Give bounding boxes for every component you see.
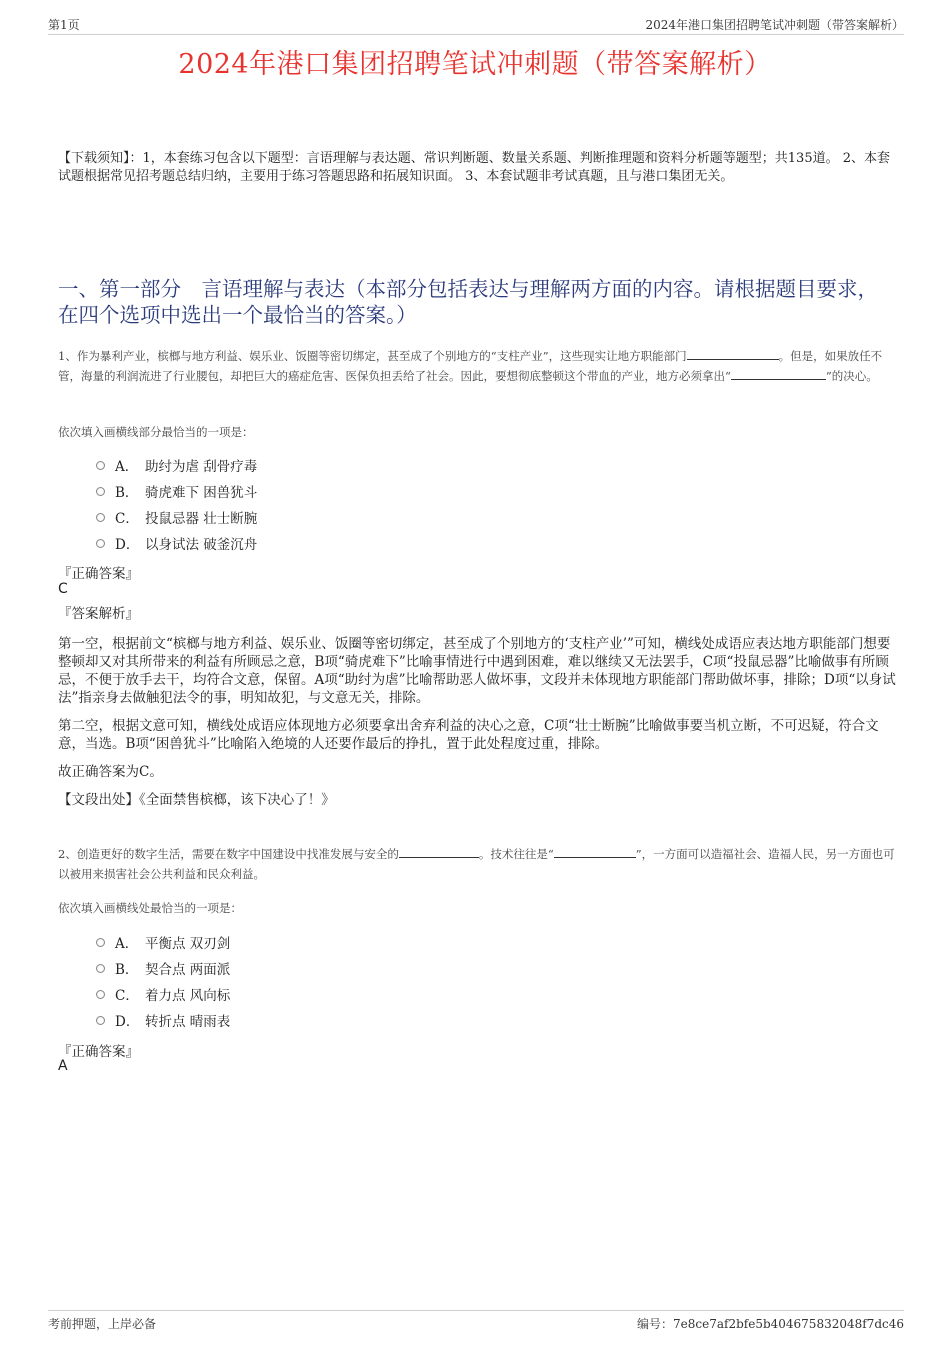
page-number: 第1页 xyxy=(48,18,80,32)
radio-icon[interactable] xyxy=(96,513,105,522)
radio-icon[interactable] xyxy=(96,964,105,973)
radio-icon[interactable] xyxy=(96,1016,105,1025)
q2-answer-label: 『正确答案』 xyxy=(58,1044,139,1060)
q2-text-c: ”，一方面可以造福社会、造福人民，另一方面也可以被用来损害社会公共利益和民众利益。 xyxy=(58,847,895,881)
q1-blank-2 xyxy=(731,368,826,380)
q2-blank-2 xyxy=(554,846,636,858)
page-header xyxy=(48,14,904,35)
q1-analysis xyxy=(58,635,898,819)
q1-text-b: 。但是，如果放任不管，海量的利润流进了行业腰包，却把巨大的癌症危害、医保负担丢给了社会。因此，要想彻底整顿这个带血的产业，地方必须拿出“ xyxy=(58,349,883,383)
analysis-paragraph: 第二空，根据文意可知，横线处成语应体现地方必须要拿出舍弃利益的决心之意，C项“壮士断腕”比喻做事要当机立断，不可迟疑，符合文意，当选。B项“困兽犹斗”比喻陷入绝境的人还要作最后的挣扎，置于此处程度过重，排除。 xyxy=(58,718,879,752)
q2-text-b: 。技术往往是“ xyxy=(478,847,554,861)
q2-blank-1 xyxy=(399,846,479,858)
q1-option-b[interactable]: B． 骑虎难下 困兽犹斗 xyxy=(96,478,257,504)
q2-options xyxy=(96,929,230,1033)
question-1-text xyxy=(58,346,898,386)
q2-option-b[interactable]: B． 契合点 两面派 xyxy=(96,955,230,981)
q1-option-a[interactable]: A． 助纣为虐 刮骨疗毒 xyxy=(96,452,257,478)
q1-text-a: 1、作为暴利产业，槟榔与地方利益、娱乐业、饭圈等密切绑定，甚至成了个别地方的“支柱产业”，这些现实让地方职能部门 xyxy=(58,349,687,363)
question-2-text xyxy=(58,844,898,884)
q1-options xyxy=(96,452,257,556)
q1-option-d[interactable]: D． 以身试法 破釜沉舟 xyxy=(96,530,257,556)
passage-source: 【文段出处】《全面禁售槟榔，该下决心了！》 xyxy=(58,792,335,808)
q2-option-c[interactable]: C． 着力点 风向标 xyxy=(96,981,230,1007)
q1-option-c[interactable]: C． 投鼠忌器 壮士断腕 xyxy=(96,504,257,530)
radio-icon[interactable] xyxy=(96,938,105,947)
q1-prompt: 依次填入画横线部分最恰当的一项是： xyxy=(58,425,254,439)
footer-doc-id: 编号：7e8ce7af2bfe5b404675832048f7dc46 xyxy=(637,1317,904,1331)
radio-icon[interactable] xyxy=(96,461,105,470)
q2-prompt: 依次填入画横线处最恰当的一项是： xyxy=(58,901,242,915)
footer-slogan: 考前押题，上岸必备 xyxy=(48,1317,157,1331)
page-title: 2024年港口集团招聘笔试冲刺题（带答案解析） xyxy=(178,49,772,80)
q1-text-c: ”的决心。 xyxy=(825,369,878,383)
q1-analysis-label: 『答案解析』 xyxy=(58,606,139,622)
radio-icon[interactable] xyxy=(96,487,105,496)
download-notice: 【下载须知】：1，本套练习包含以下题型：言语理解与表达题、常识判断题、数量关系题、判断推理题和资料分析题等题型；共135道。 2、本套试题根据常见招考题总结归纳，主要用于练习答题思路和拓展知识面。 3、本套试题非考试真题，且与港口集团无关。 xyxy=(58,151,890,184)
q2-answer: A xyxy=(58,1058,68,1074)
q2-text-a: 2、创造更好的数字生活，需要在数字中国建设中找准发展与安全的 xyxy=(58,847,399,861)
radio-icon[interactable] xyxy=(96,990,105,999)
q1-answer: C xyxy=(58,581,68,597)
section-heading: 一、第一部分 言语理解与表达（本部分包括表达与理解两方面的内容。请根据题目要求，在四个选项中选出一个最恰当的答案。） xyxy=(58,277,878,327)
q2-option-a[interactable]: A． 平衡点 双刃剑 xyxy=(96,929,230,955)
analysis-paragraph: 故正确答案为C。 xyxy=(58,764,163,780)
radio-icon[interactable] xyxy=(96,539,105,548)
analysis-paragraph: 第一空，根据前文“槟榔与地方利益、娱乐业、饭圈等密切绑定，甚至成了个别地方的‘支柱产业’”可知，横线处成语应表达地方职能部门想要整顿却又对其所带来的利益有所顾忌之意，B项“骑虎难下”比喻事情进行中遇到困难，难以继续又无法罢手，C项“投鼠忌器”比喻做事有所顾忌，不便于放手去干，均符合文意，保留。A项“助纣为虐”比喻帮助恶人做坏事，文段并未体现地方职能部门帮助做坏事，排除；D项“以身试法”指亲身去做触犯法令的事，明知故犯，与文意无关，排除。 xyxy=(58,636,896,706)
header-doc-title: 2024年港口集团招聘笔试冲刺题（带答案解析） xyxy=(645,18,904,32)
page-footer xyxy=(48,1310,904,1331)
q1-blank-1 xyxy=(687,348,779,360)
q1-answer-label: 『正确答案』 xyxy=(58,566,139,582)
q2-option-d[interactable]: D． 转折点 晴雨表 xyxy=(96,1007,230,1033)
